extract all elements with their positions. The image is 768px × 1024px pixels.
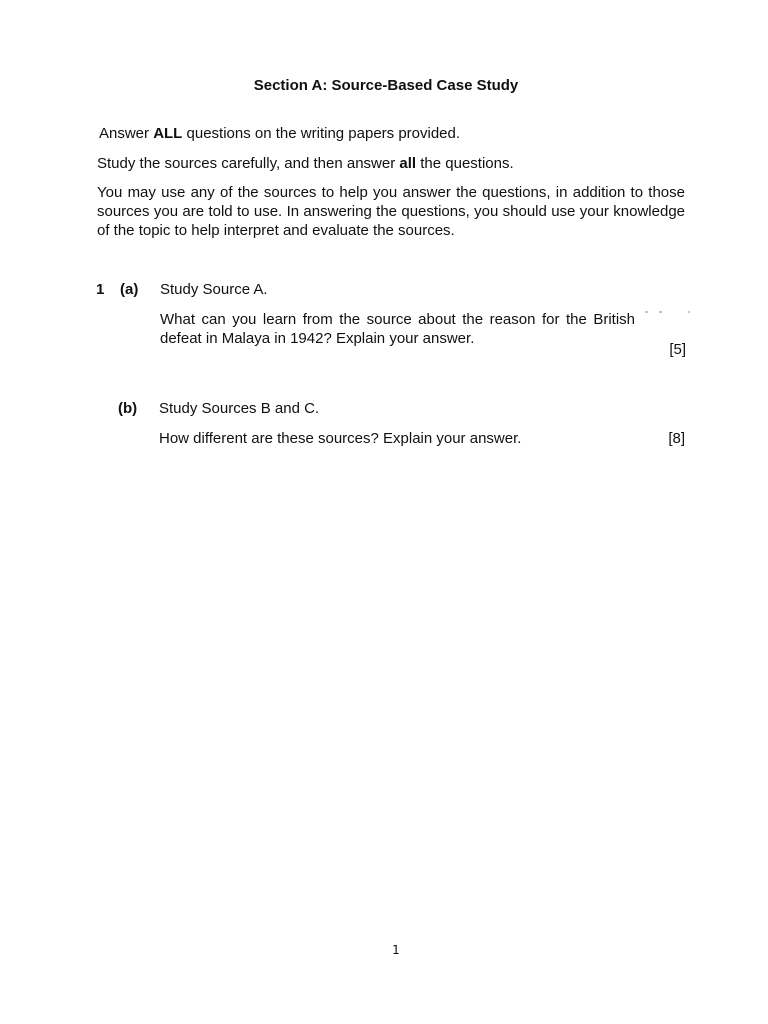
question-part-label: (b) — [118, 400, 138, 417]
question-instruction: Study Sources B and C. — [159, 400, 320, 417]
instruction-emphasis: ALL — [153, 125, 183, 142]
instruction-emphasis: all — [399, 155, 417, 172]
scan-artifact — [688, 311, 690, 313]
question-part-label: (a) — [120, 281, 139, 298]
question-marks: [8] — [668, 430, 685, 447]
question-prompt: How different are these sources? Explain your answer. — [159, 430, 522, 447]
instruction-text: Study the sources carefully, and then answer — [97, 155, 400, 172]
scan-artifact — [645, 311, 648, 313]
instruction-text: questions on the writing papers provided. — [182, 125, 461, 142]
question-marks: [5] — [669, 341, 686, 358]
scan-artifact — [659, 311, 662, 313]
question-instruction: Study Source A. — [160, 281, 268, 298]
instruction-text: the questions. — [416, 155, 514, 172]
question-number: 1 — [96, 281, 105, 298]
instruction-answer-all — [99, 124, 687, 143]
instruction-study-sources — [97, 154, 685, 173]
page-number: 1 — [392, 943, 400, 957]
instruction-text: Answer — [99, 125, 154, 142]
instruction-use-sources: You may use any of the sources to help you answer the questions, in addition to those sources you are told to use. In answering the questions, you should use your knowledge of the topic to help interpret and evaluate the sources. — [97, 184, 685, 239]
question-prompt: What can you learn from the source about the reason for the British defeat in Malaya in 1942? Explain your answer. — [160, 311, 635, 347]
section-title: Section A: Source-Based Case Study — [253, 77, 519, 94]
